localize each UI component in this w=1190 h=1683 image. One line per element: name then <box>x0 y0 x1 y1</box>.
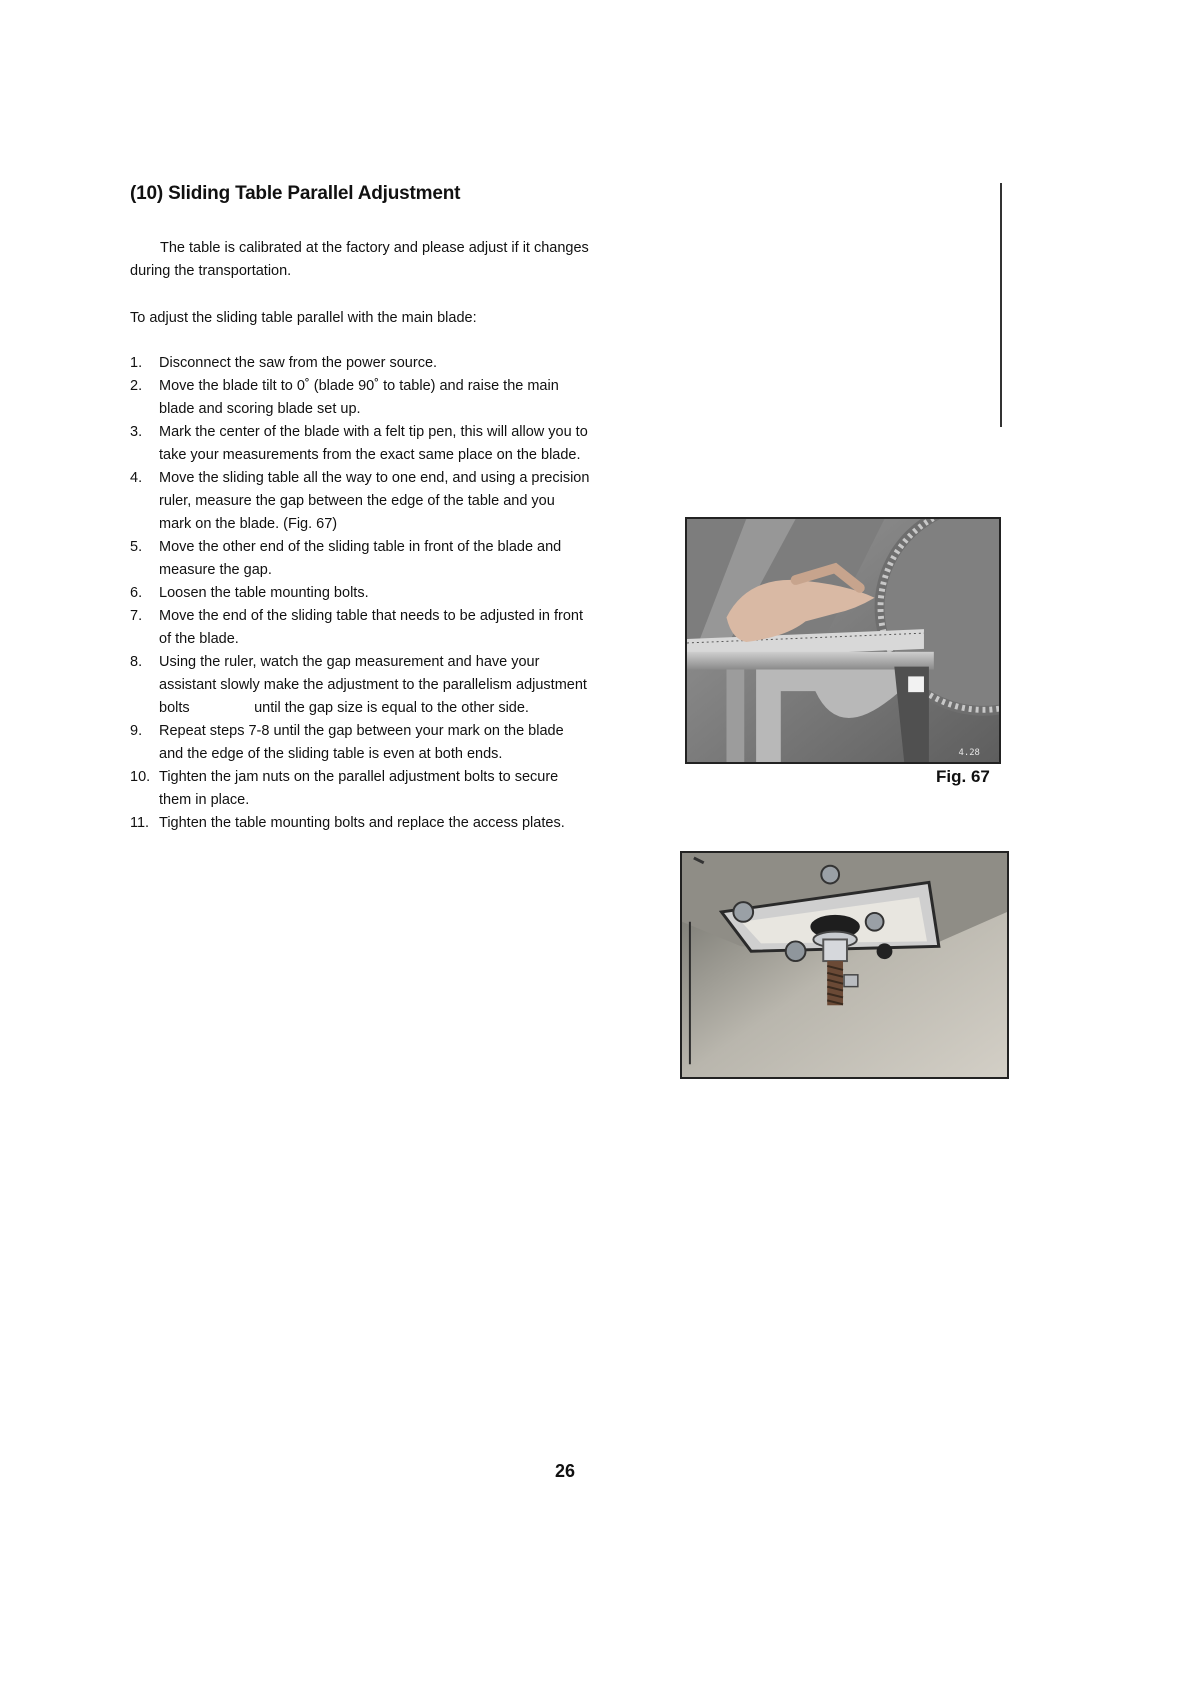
step-item <box>130 421 590 467</box>
step-number: 4. <box>130 470 143 486</box>
intro-paragraph: The table is calibrated at the factory and please adjust if it changes during the transportation. <box>130 240 589 279</box>
step-number: 1. <box>130 355 143 371</box>
step-number: 2. <box>130 378 143 394</box>
step-item <box>130 536 590 582</box>
adjustment-bolt-photo <box>680 851 1009 1079</box>
step-text: Loosen the table mounting bolts. <box>159 585 369 601</box>
step-item <box>130 766 590 812</box>
step-text: Move the end of the sliding table that needs to be adjusted in front of the blade. <box>159 608 584 647</box>
step-text: Mark the center of the blade with a felt tip pen, this will allow you to take your measurements from the exact same place on the blade. <box>159 424 588 463</box>
step-text: Move the other end of the sliding table in front of the blade and measure the gap. <box>159 539 562 578</box>
step-number: 5. <box>130 539 143 555</box>
step-text: Disconnect the saw from the power source. <box>159 355 438 371</box>
step-number: 11. <box>130 815 150 831</box>
step-item <box>130 720 590 766</box>
step-number: 8. <box>130 654 143 670</box>
step-item <box>130 582 590 605</box>
step-text: Tighten the jam nuts on the parallel adjustment bolts to secure them in place. <box>159 769 559 808</box>
procedure-lead: To adjust the sliding table parallel with the main blade: <box>130 310 477 326</box>
step-number: 9. <box>130 723 143 739</box>
page-number: 26 <box>555 1461 576 1481</box>
step-text: Move the blade tilt to 0˚ (blade 90˚ to table) and raise the main blade and scoring blade set up. <box>159 378 559 417</box>
margin-rule <box>1000 183 1002 427</box>
figure-67-photo <box>685 517 1001 764</box>
parallel-adjustment-bolt-illustration <box>682 853 1007 1077</box>
step-number: 6. <box>130 585 143 601</box>
step-number: 3. <box>130 424 143 440</box>
procedure-steps <box>130 352 590 835</box>
step-text: Using the ruler, watch the gap measurement and have your assistant slowly make the adjustment to the parallelism adjustment bolts until the gap size is equal to the other side. <box>159 654 591 716</box>
step-text: Tighten the table mounting bolts and replace the access plates. <box>159 815 565 831</box>
photo-timestamp: 4.28 <box>958 748 980 759</box>
step-item <box>130 605 590 651</box>
step-item <box>130 375 590 421</box>
step-text: Repeat steps 7-8 until the gap between your mark on the blade and the edge of the sliding table is even at both ends. <box>159 723 564 762</box>
step-item <box>130 467 590 536</box>
step-number: 10. <box>130 769 151 785</box>
step-item <box>130 352 590 375</box>
step-text: Move the sliding table all the way to one end, and using a precision ruler, measure the gap between the edge of the table and you mark on the blade. (Fig. 67) <box>159 470 590 532</box>
figure-caption: Fig. 67 <box>936 767 990 786</box>
step-item <box>130 651 590 720</box>
section-heading: (10) Sliding Table Parallel Adjustment <box>130 183 461 204</box>
sliding-table-ruler-illustration <box>687 519 999 762</box>
step-number: 7. <box>130 608 143 624</box>
step-item <box>130 812 590 835</box>
